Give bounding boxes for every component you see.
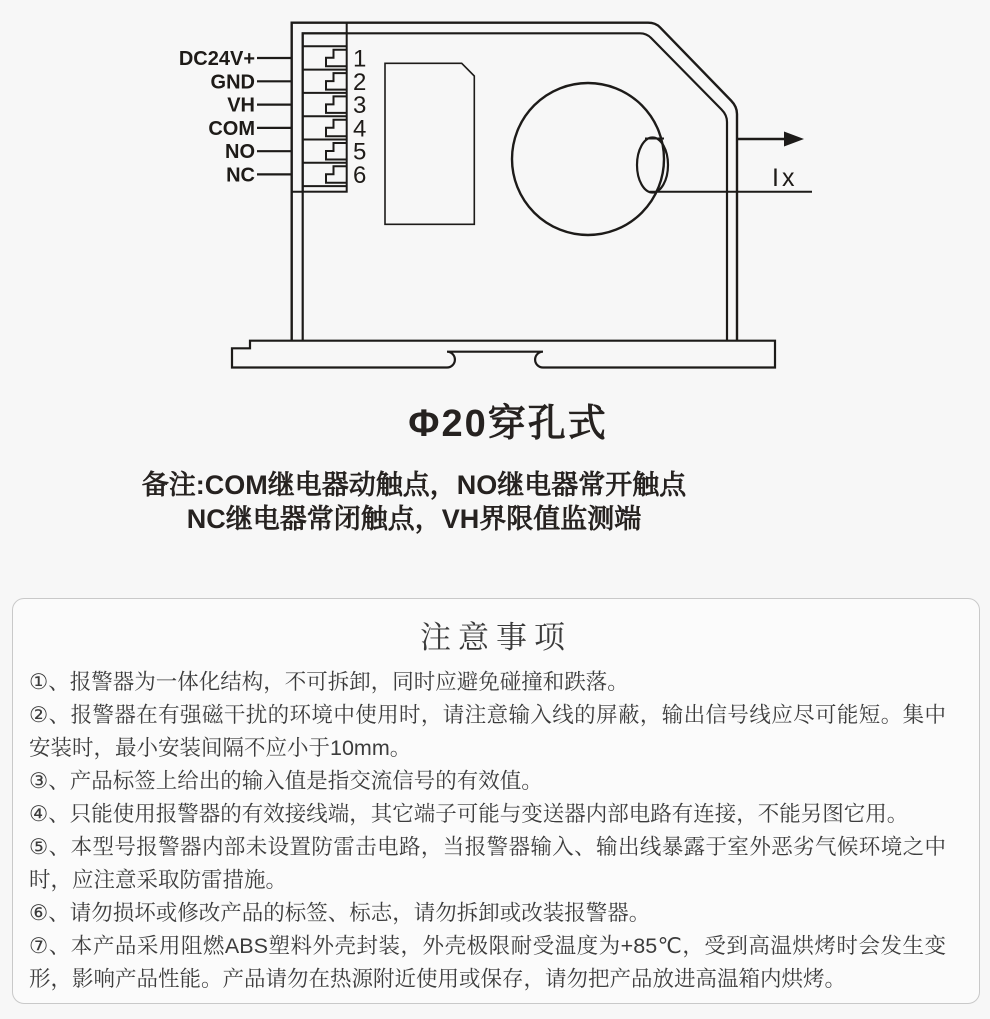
pin-number: 6 [353, 162, 367, 189]
terminal-leader-lines [257, 58, 292, 174]
current-label: Ix [772, 164, 798, 192]
terminal-clamp-icon [326, 143, 347, 160]
precaution-item: ⑥、请勿损坏或修改产品的标签、标志，请勿拆卸或改装报警器。 [29, 901, 651, 925]
terminal-label: DC24V+ [178, 48, 255, 70]
pin-number: 4 [353, 115, 367, 143]
terminal-clamp-icon [326, 166, 347, 183]
through-hole-circle [512, 83, 664, 235]
diagram-title: Φ20穿孔式 [408, 403, 608, 445]
wiring-diagram [0, 0, 990, 378]
remark-line-1: 备注:COM继电器动触点，NO继电器常开触点 [141, 470, 687, 500]
precaution-item: ⑤、本型号报警器内部未设置防雷击电路，当报警器输入、输出线暴露于室外恶劣气候环境之中时，应注意采取防雷措施。 [29, 835, 946, 892]
device-outline-svg [0, 0, 990, 378]
terminal-label: NC [226, 164, 255, 187]
remark-line-2: NC继电器常闭触点，VH界限值监测端 [186, 504, 642, 534]
current-arrow-head [784, 132, 804, 147]
din-rail-base [232, 341, 775, 368]
precaution-item: ⑦、本产品采用阻燃ABS塑料外壳封装，外壳极限耐受温度为+85℃，受到高温烘烤时会发生变形，影响产品性能。产品请勿在热源附近使用或保存，请勿把产品放进高温箱内烘烤。 [29, 934, 946, 991]
terminal-label: NO [225, 141, 255, 164]
precaution-item: ①、报警器为一体化结构，不可拆卸，同时应避免碰撞和跌落。 [29, 670, 629, 694]
terminal-clamp-icon [326, 50, 347, 67]
pin-number: 2 [353, 68, 367, 96]
label-plate [385, 63, 474, 224]
precaution-item: ③、产品标签上给出的输入值是指交流信号的有效值。 [29, 769, 543, 793]
precautions-box [12, 598, 980, 1004]
terminal-label: VH [227, 94, 255, 117]
pin-number: 1 [353, 45, 367, 73]
precautions-list [29, 666, 946, 996]
terminal-label: GND [210, 71, 255, 94]
terminal-clamp-icon [326, 120, 347, 137]
pin-number: 5 [353, 138, 367, 166]
terminal-clamp-icon [326, 73, 347, 90]
terminal-clamp-icon [326, 96, 347, 113]
remark-block [0, 468, 828, 536]
precautions-title: 注意事项 [420, 620, 572, 655]
pin-number: 3 [353, 92, 367, 120]
terminal-label: COM [208, 117, 255, 140]
precaution-item: ④、只能使用报警器的有效接线端，其它端子可能与变送器内部电路有连接，不能另图它用。 [29, 802, 909, 826]
precaution-item: ②、报警器在有强磁干扰的环境中使用时，请注意输入线的屏蔽，输出信号线应尽可能短。集中安装时，最小安装间隔不应小于10mm。 [29, 703, 946, 760]
